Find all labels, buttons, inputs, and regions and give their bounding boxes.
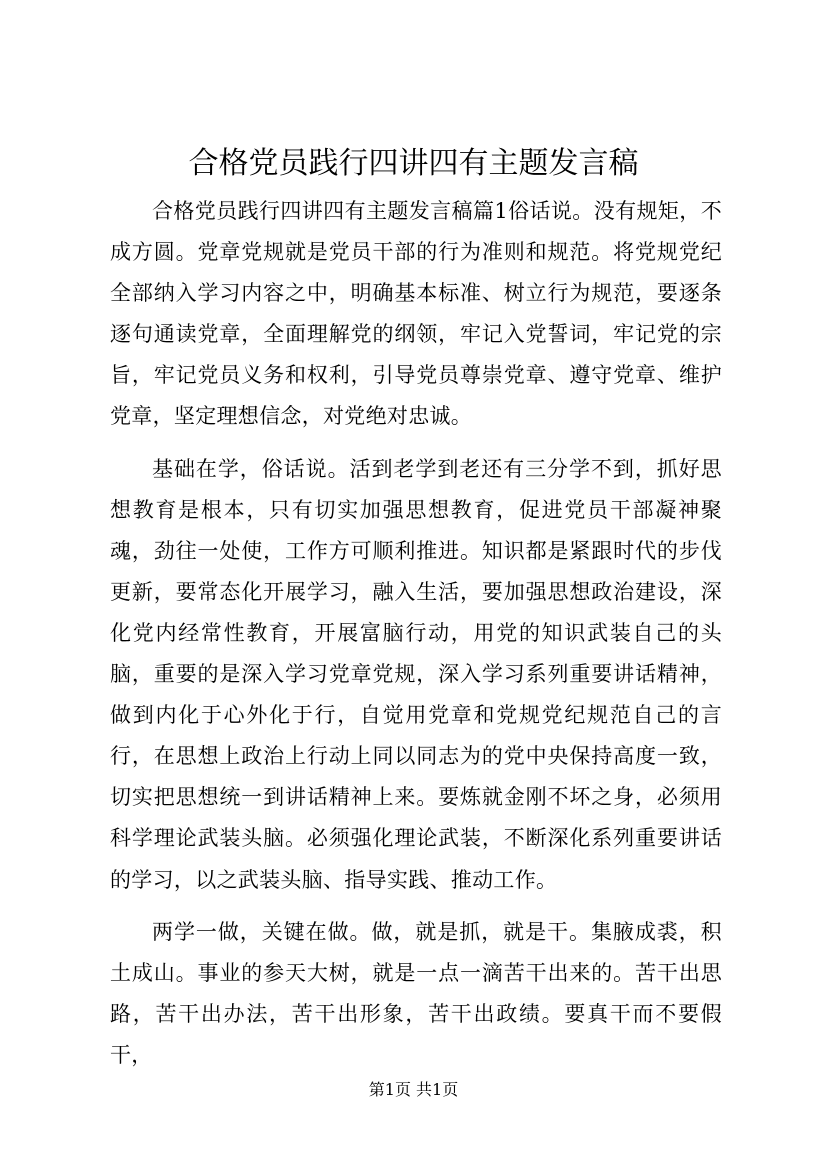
paragraph-1: 合格党员践行四讲四有主题发言稿篇1俗话说。没有规矩，不成方圆。党章党规就是党员干部的行为准则和规范。将党规党纪全部纳入学习内容之中，明确基本标准、树立行为规范，要逐条逐句通读党章，全面理解党的纲领，牢记入党誓词，牢记党的宗旨，牢记党员义务和权利，引导党员尊崇党章、遵守党章、维护党章，坚定理想信念，对党绝对忠诚。: [110, 199, 722, 429]
paragraph-2: 基础在学，俗话说。活到老学到老还有三分学不到，抓好思想教育是根本，只有切实加强思想教育，促进党员干部凝神聚魂，劲往一处使，工作方可顺利推进。知识都是紧跟时代的步伐更新，要常态化开展学习，融入生活，要加强思想政治建设，深化党内经常性教育，开展富脑行动，用党的知识武装自己的头脑，重要的是深入学习党章党规，深入学习系列重要讲话精神，做到内化于心外化于行，自觉用党章和党规党纪规范自己的言行，在思想上政治上行动上同以同志为的党中央保持高度一致，切实把思想统一到讲话精神上来。要炼就金刚不坏之身，必须用科学理论武装头脑。必须强化理论武装，不断深化系列重要讲话的学习，以之武装头脑、指导实践、推动工作。: [110, 456, 722, 892]
document-title: 合格党员践行四讲四有主题发言稿: [188, 146, 639, 181]
document-body: [110, 191, 722, 1087]
page-footer: 第1页 共1页: [368, 1080, 459, 1099]
paragraph-3: 两学一做，关键在做。做，就是抓，就是干。集腋成裘，积土成山。事业的参天大树，就是一点一滴苦干出来的。苦干出思路，苦干出办法，苦干出形象，苦干出政绩。要真干而不要假干，: [110, 919, 722, 1067]
